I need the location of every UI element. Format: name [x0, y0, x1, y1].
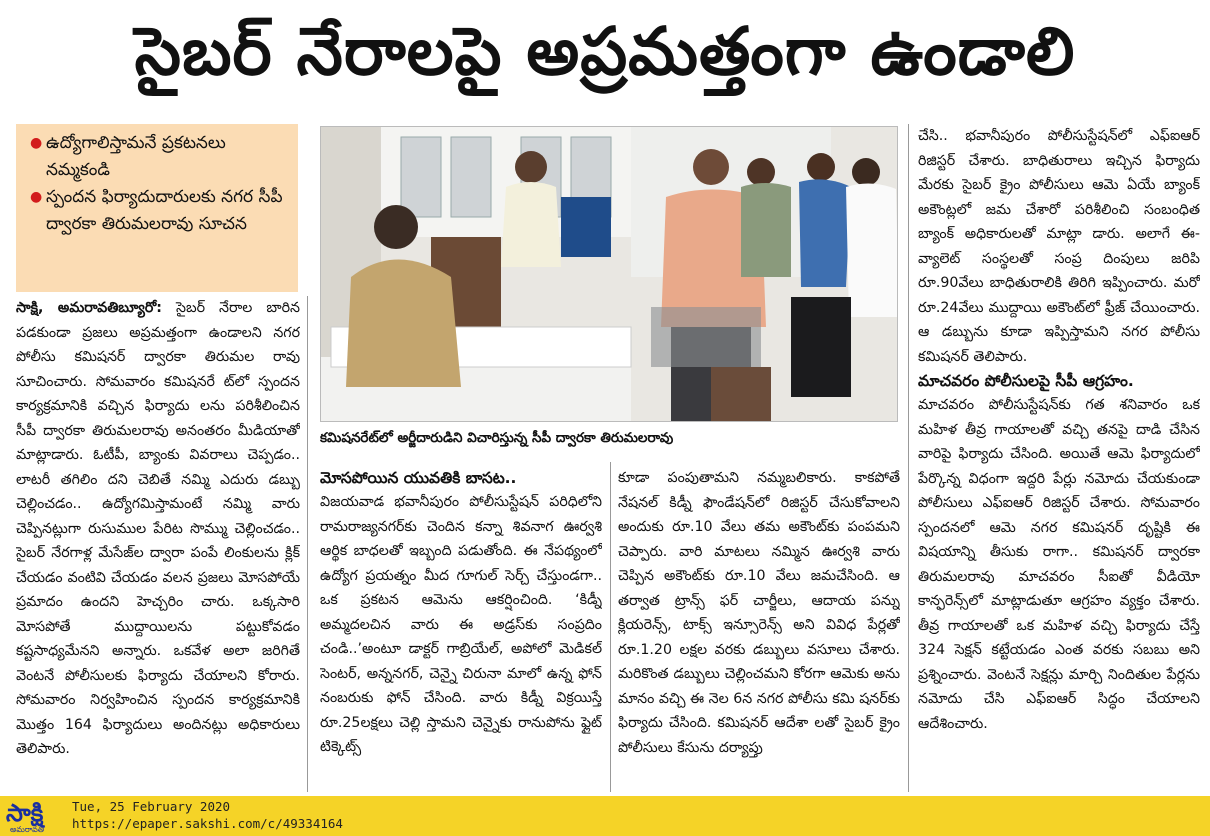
article-column-2: [320, 466, 602, 792]
column-4-text: చేసి.. భవానీపురం పోలీసుస్టేషన్‌లో ఎఫ్ఐఆర్ రిజిస్టర్ చేశారు. బాధితురాలు ఇచ్చిన ఫిర్యాదు మేరకు సైబర్ క్రైం పోలీసులు ఆమె ఏయే బ్యాంక్ అకౌంట్లలో జమ చేశారో పరిశీలించి సంబంధిత బ్యాంక్ అధికారులతో మాట్లా డారు. అలాగే ఈ-వ్యాలెట్ సంస్థలతో సంప్ర దింపులు జరిపి రూ.90వేలు బాధితురాలికి తిరిగి ఇప్పించారు. మరో రూ.24వేలు ముద్దాయి అకౌంట్‌లో ఫ్రీజ్ చేయించారు. ఆ డబ్బును కూడా ఇప్పిస్తామని నగర పోలీసు కమిషనర్ తెలిపారు.: [918, 128, 1200, 365]
logo-subtext: అమరావతి: [10, 825, 45, 834]
highlight-text: ఉద్యోగాలిస్తామనే ప్రకటనలు నమ్మకండి: [46, 133, 226, 180]
bullet-icon: ●: [30, 189, 43, 205]
news-photo: [320, 126, 898, 422]
column-3-text: కూడా పంపుతామని నమ్మబలికారు. కాకపోతే నేషనల్ కిడ్నీ ఫౌండేషన్‌లో రిజిస్టర్ చేసుకోవాలని అందుకు రూ.10 వేలు తమ అకౌంట్‌కు పంపమని చెప్పారు. వారి మాటలు నమ్మిన ఊర్వశి వారు చెప్పిన అకౌంట్‌కు రూ.10 వేలు జమచేసింది. ఆ తర్వాత ట్రాన్స్ ఫర్ చార్జీలు, ఆదాయ పన్ను క్లియరెన్స్, టాక్స్ ఇన్సూరెన్స్ అని వివిధ పేర్లతో రూ.1.20 లక్షల వరకు డబ్బులు వసూలు చేశారు. మరికొంత డబ్బులు చెల్లించమని కోరగా ఆమెకు అను మానం వచ్చి ఈ నెల 6న నగర పోలీసు కమి షనర్‌కు ఫిర్యాదు చేసింది. కమిషనర్ ఆదేశా లతో సైబర్ క్రైం పోలీసులు కేసును దర్యాప్తు: [618, 470, 900, 756]
subheading: మోసపోయిన యువతికి బాసట..: [320, 469, 517, 487]
article-column-3: [618, 466, 900, 792]
highlight-box: [16, 124, 298, 292]
column-divider: [307, 296, 308, 792]
dateline: సాక్షి, అమరావతిబ్యూరో:: [16, 300, 162, 316]
article-column-1: [16, 296, 300, 792]
column-1-text: సైబర్ నేరాల బారిన పడకుండా ప్రజలు అప్రమత్తంగా ఉండాలని నగర పోలీసు కమిషనర్ ద్వారకా తిరుమల రావు సూచించారు. సోమవారం కమిషనరే ట్‌లో స్పందన కార్యక్రమానికి వచ్చిన ఫిర్యాదు లను పరిశీలించిన సీపీ ద్వారకా తిరుమలరావు అనంతరం మీడియాతో మాట్లాడారు. ఓటీపీ, బ్యాంకు వివరాలు చెప్పడం.. లాటరీ తగిలిం దని చెబితే నమ్మి ఎదురు డబ్బు చెల్లించడం.. ఉద్యోగమిస్తామంటే నమ్మి వారు చెప్పినట్లుగా రుసుముల పేరిట సొమ్ము చెల్లించడం.. సైబర్ నేరగాళ్ల మేసేజ్‌ల ద్వారా పంపే లింకులను క్లిక్ చేయడం వంటివి చేయడం వలన ప్రజలు మోసపోయే ప్రమాదం ఉందని హెచ్చరిం చారు. ఒక్కసారి మోసపోతే ముద్దాయిలను పట్టుకోవడం కష్టసాధ్యమేనని అన్నారు. ఒకవేళ అలా జరిగితే వెంటనే పోలీసులకు ఫిర్యాదు చేయాలని కోరారు. సోమవారం నిర్వహించిన స్పందన కార్యక్రమానికి మొత్తం 164 ఫిర్యాదులు అందినట్లు అధికారులు తెలిపారు.: [16, 300, 300, 757]
footer-info: [72, 798, 343, 832]
epaper-url[interactable]: https://epaper.sakshi.com/c/49334164: [72, 816, 343, 831]
highlight-item: [30, 130, 288, 184]
logo-text: సాక్షి: [6, 799, 44, 827]
sakshi-logo: [6, 799, 68, 833]
bullet-icon: ●: [30, 135, 43, 151]
headline: సైబర్ నేరాలపై అప్రమత్తంగా ఉండాలి: [134, 12, 1076, 90]
column-2-text: విజయవాడ భవానీపురం పోలీసుస్టేషన్ పరిధిలోని రామరాజ్యనగర్‌కు చెందిన కన్నా శివనాగ ఊర్వశి ఆర్థిక బాధలతో ఇబ్బంది పడుతోంది. ఈ నేపథ్యంలో ఉద్యోగ ప్రయత్నం మీద గూగుల్ సెర్చ్ చేస్తుండగా.. ఒక ప్రకటన ఆమెను ఆకర్షించింది. ‘కిడ్నీ అమ్మదలచిన వారు ఈ అడ్రస్‌కు సంప్రదిం చండి..’అంటూ డాక్టర్ గాబ్రియేల్, అపోలో మెడికల్ సెంటర్, అన్ననగర్, చెన్నై చిరునా మాలో ఉన్న ఫోన్ నంబరుకు ఫోన్ చేసింది. వారు కిడ్నీ విక్రయిస్తే రూ.25లక్షలు చెల్లి స్తామని చెన్నైకు రానుపోను ఫ్లైట్ టిక్కెట్స్: [320, 494, 602, 755]
article-column-4: [918, 124, 1200, 792]
photo-caption: కమిషనరేట్‌లో అర్జీదారుడిని విచారిస్తున్న సీపీ ద్వారకా తిరుమలరావు: [320, 430, 674, 446]
highlight-item: [30, 184, 288, 238]
column-divider: [610, 462, 611, 792]
subheading: మాచవరం పోలీసులపై సీపీ ఆగ్రహం.: [918, 372, 1134, 390]
column-4-text-2: మాచవరం పోలీసుస్టేషన్‌కు గత శనివారం ఒక మహిళ తీవ్ర గాయాలతో వచ్చి తనపై దాడి చేసిన వారిపై ఫిర్యాదు చేసింది. అయితే ఆమె ఫిర్యాదులో పేర్కొన్న విధంగా ఇద్దరి పేర్లు నమోదు చేయకుండా పోలీసులు ఎఫ్ఐఆర్ రిజిస్టర్ చేశారు. సోమవారం స్పందనలో ఆమె నగర కమిషనర్ దృష్టికి ఈ విషయాన్ని తీసుకు రాగా.. కమిషనర్ ద్వారకా తిరుమలరావు మాచవరం సీఐతో వీడియో కాన్ఫరెన్స్‌లో మాట్లాడుతూ ఆగ్రహం వ్యక్తం చేశారు. తీవ్ర గాయాలతో ఒక మహిళ వచ్చి ఫిర్యాదు చేస్తే 324 సెక్షన్ కట్టేయడం ఎంత వరకు సబబు అని ప్రశ్నించారు. వెంటనే సెక్షన్లు మార్చి నిందితుల పేర్లను నమోదు చేసి ఎఫ్ఐఆర్ సిద్ధం చేయాలని ఆదేశించారు.: [918, 397, 1200, 732]
column-divider: [908, 124, 909, 792]
publication-date: Tue, 25 February 2020: [72, 799, 231, 814]
footer-bar: [0, 796, 1210, 836]
highlight-text: స్పందన ఫిర్యాదుదారులకు నగర సీపీ ద్వారకా తిరుమలరావు సూచన: [46, 187, 283, 234]
